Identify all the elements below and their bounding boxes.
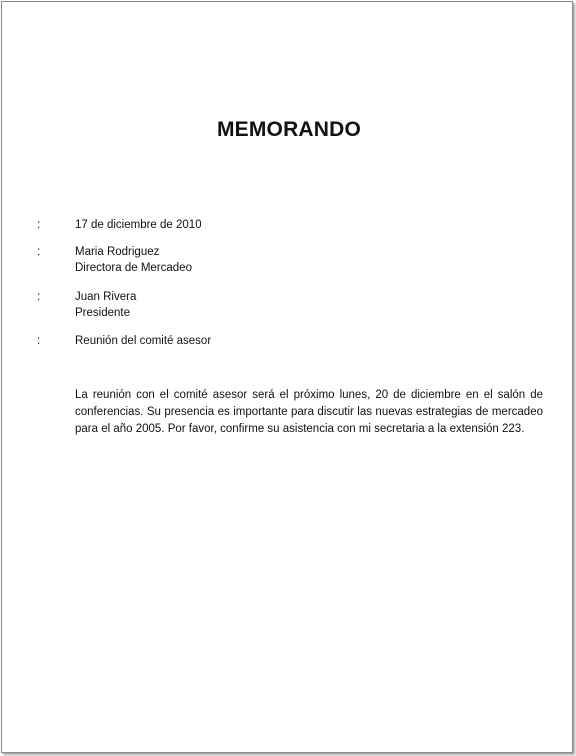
field-colon: : [37, 291, 41, 303]
recipient-role: Directora de Mercadeo [75, 262, 192, 274]
memo-to-value [75, 244, 192, 276]
sender-role: Presidente [75, 307, 130, 319]
field-colon: : [37, 335, 41, 347]
memo-from-value [75, 289, 136, 321]
memo-title: MEMORANDO [216, 118, 362, 141]
memo-subject-value: Reunión del comité asesor [75, 335, 212, 347]
memo-body: La reunión con el comité asesor será el próximo lunes, 20 de diciembre en el salón de conferencias. Su presencia es importante para discutir las nuevas estrategias de mercadeo para el año 2005. Por favor, confirme su asistencia con mi secretaria a la extensión 223. [75, 389, 543, 435]
field-colon: : [37, 219, 41, 231]
recipient-name: Maria Rodriguez [75, 246, 160, 258]
field-colon: : [37, 246, 41, 258]
memo-date-value: 17 de diciembre de 2010 [75, 219, 202, 231]
document-page [1, 1, 573, 753]
sender-name: Juan Rivera [75, 291, 137, 303]
